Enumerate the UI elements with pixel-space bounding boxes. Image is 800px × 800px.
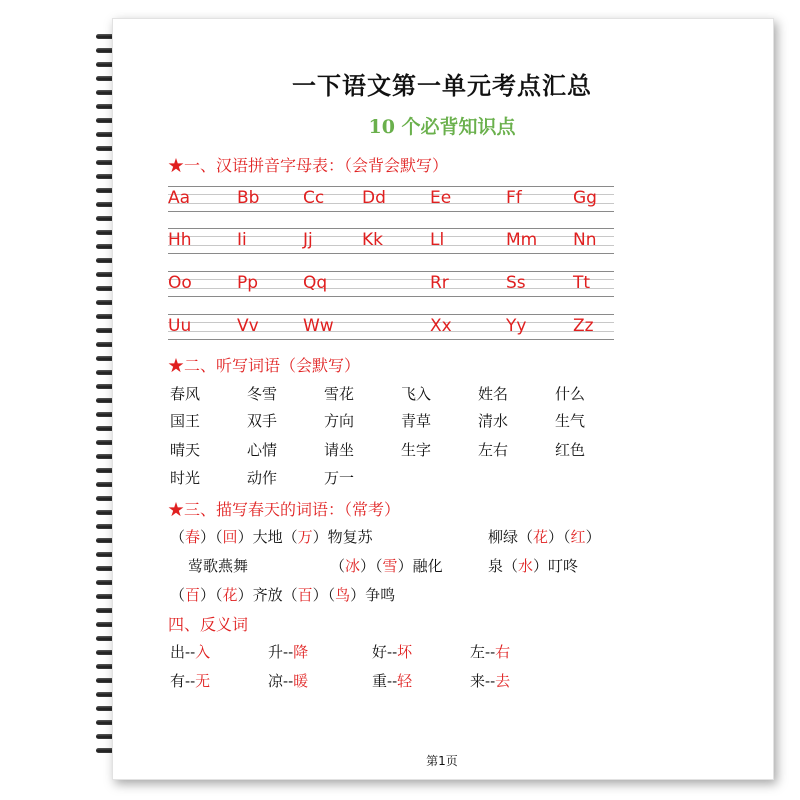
alphabet-letter: Rr (430, 273, 449, 293)
alphabet-letter: Jj (303, 230, 313, 250)
antonym-answer: 降 (293, 643, 309, 661)
dictation-word: 红色 (555, 441, 586, 459)
antonym-answer: 坏 (397, 643, 413, 661)
answer-character: 雪 (382, 557, 398, 575)
guide-line (168, 279, 614, 280)
answer-character: 冰 (345, 557, 361, 575)
answer-character: 鸟 (335, 586, 351, 604)
antonym-pair (372, 641, 412, 662)
phrase-text: ）齐放（ (237, 586, 298, 604)
phrase-text: ） (585, 528, 601, 546)
alphabet-letter: Uu (168, 316, 192, 336)
page-number: 第1页 (426, 754, 458, 768)
antonym-answer: 入 (195, 643, 211, 661)
antonym-word: 来-- (470, 672, 496, 690)
alphabet-letter: Nn (573, 230, 597, 250)
dictation-word: 清水 (478, 412, 509, 430)
phrase-text: 柳绿（ (488, 528, 534, 546)
spring-phrase (488, 526, 601, 547)
dictation-word: 生字 (401, 441, 432, 459)
alphabet-letter: Tt (573, 273, 591, 293)
alphabet-letter: Dd (362, 188, 386, 208)
antonym-answer: 轻 (397, 672, 413, 690)
spring-phrase (170, 526, 373, 547)
section2-heading: ★二、听写词语（会默写） (168, 356, 361, 375)
dictation-word: 心情 (247, 441, 278, 459)
guide-line (168, 194, 614, 195)
antonym-pair (268, 641, 308, 662)
dictation-word: 春风 (170, 385, 201, 403)
answer-character: 百 (297, 586, 313, 604)
phrase-text: ）大地（ (237, 528, 298, 546)
alphabet-letter: Qq (303, 273, 328, 293)
answer-character: 百 (185, 586, 201, 604)
antonym-pair (268, 670, 308, 691)
guide-line (168, 203, 614, 204)
alphabet-letter: Hh (168, 230, 192, 250)
phrase-text: 泉（ (488, 557, 519, 575)
phrase-text: ）（ (312, 586, 336, 604)
phrase-text: ）（ (200, 528, 223, 546)
alphabet-letter: Kk (362, 230, 383, 250)
guide-line (168, 331, 614, 332)
alphabet-letter: Yy (506, 316, 527, 336)
antonym-word: 凉-- (268, 672, 294, 690)
alphabet-letter: Vv (237, 316, 259, 336)
section4-heading: 四、反义词 (168, 615, 249, 634)
antonym-word: 重-- (372, 672, 398, 690)
dictation-word: 动作 (247, 469, 278, 487)
antonym-answer: 右 (495, 643, 511, 661)
answer-character: 水 (518, 557, 534, 575)
answer-character: 春 (185, 528, 201, 546)
dictation-word: 双手 (247, 412, 278, 430)
spring-phrase (488, 555, 578, 576)
phrase-text: （ (170, 586, 186, 604)
alphabet-letter: Gg (573, 188, 597, 208)
guide-line (168, 339, 614, 340)
dictation-word: 生气 (555, 412, 586, 430)
alphabet-letter: Zz (573, 316, 594, 336)
antonym-answer: 无 (195, 672, 211, 690)
antonym-pair (470, 670, 510, 691)
alphabet-letter: Mm (506, 230, 538, 250)
antonym-pair (170, 670, 210, 691)
phrase-text: ）（ (200, 586, 223, 604)
dictation-word: 雪花 (324, 385, 355, 403)
guide-line (168, 228, 614, 229)
spring-phrase (330, 555, 443, 576)
antonym-answer: 暖 (293, 672, 309, 690)
alphabet-letter: Ll (430, 230, 445, 250)
phrase-text: ）融化 (397, 557, 443, 575)
phrase-text: ）（ (360, 557, 383, 575)
dictation-word: 冬雪 (247, 385, 278, 403)
section1-heading: ★一、汉语拼音字母表：（会背会默写） (168, 156, 449, 175)
dictation-word: 时光 (170, 469, 201, 487)
guide-line (168, 186, 614, 187)
page-title: 一下语文第一单元考点汇总 (292, 71, 592, 100)
guide-line (168, 314, 614, 315)
antonym-pair (372, 670, 412, 691)
guide-line (168, 245, 614, 246)
guide-line (168, 253, 614, 254)
alphabet-letter: Ee (430, 188, 452, 208)
guide-line (168, 236, 614, 237)
guide-line (168, 271, 614, 272)
antonym-pair (470, 641, 510, 662)
alphabet-letter: Ii (237, 230, 247, 250)
alphabet-letter: Cc (303, 188, 325, 208)
alphabet-letter: Oo (168, 273, 192, 293)
spring-phrase (170, 584, 395, 605)
answer-character: 花 (222, 586, 238, 604)
alphabet-letter: Bb (237, 188, 260, 208)
section3-heading: ★三、描写春天的词语：（常考） (168, 500, 401, 519)
antonym-word: 有-- (170, 672, 196, 690)
antonym-word: 升-- (268, 643, 294, 661)
dictation-word: 姓名 (478, 385, 509, 403)
dictation-word: 青草 (401, 412, 432, 430)
answer-character: 花 (533, 528, 549, 546)
dictation-word: 万一 (324, 469, 355, 487)
answer-character: 万 (297, 528, 313, 546)
spring-phrase (188, 555, 248, 576)
antonym-answer: 去 (495, 672, 511, 690)
alphabet-letter: Ww (303, 316, 334, 336)
answer-character: 红 (570, 528, 586, 546)
dictation-word: 请坐 (324, 441, 355, 459)
antonym-word: 好-- (372, 643, 398, 661)
phrase-text: （ (330, 557, 346, 575)
phrase-text: ）叮咚 (533, 557, 579, 575)
guide-line (168, 288, 614, 289)
phrase-text: 莺歌燕舞 (188, 557, 249, 575)
phrase-text: （ (170, 528, 186, 546)
answer-character: 回 (222, 528, 238, 546)
alphabet-letter: Ss (506, 273, 526, 293)
antonym-word: 出-- (170, 643, 196, 661)
alphabet-letter: Ff (506, 188, 522, 208)
dictation-word: 飞入 (401, 385, 432, 403)
guide-line (168, 322, 614, 323)
phrase-text: ）物复苏 (312, 528, 373, 546)
dictation-word: 什么 (555, 385, 586, 403)
dictation-word: 晴天 (170, 441, 201, 459)
phrase-text: ）争鸣 (350, 586, 396, 604)
phrase-text: ）（ (548, 528, 571, 546)
guide-line (168, 211, 614, 212)
dictation-word: 左右 (478, 441, 509, 459)
alphabet-letter: Xx (430, 316, 452, 336)
dictation-word: 方向 (324, 412, 355, 430)
antonym-pair (170, 641, 210, 662)
guide-line (168, 296, 614, 297)
alphabet-letter: Pp (237, 273, 259, 293)
dictation-word: 国王 (170, 412, 201, 430)
page-subtitle: 10 个必背知识点 (368, 116, 516, 138)
alphabet-letter: Aa (168, 188, 191, 208)
antonym-word: 左-- (470, 643, 496, 661)
